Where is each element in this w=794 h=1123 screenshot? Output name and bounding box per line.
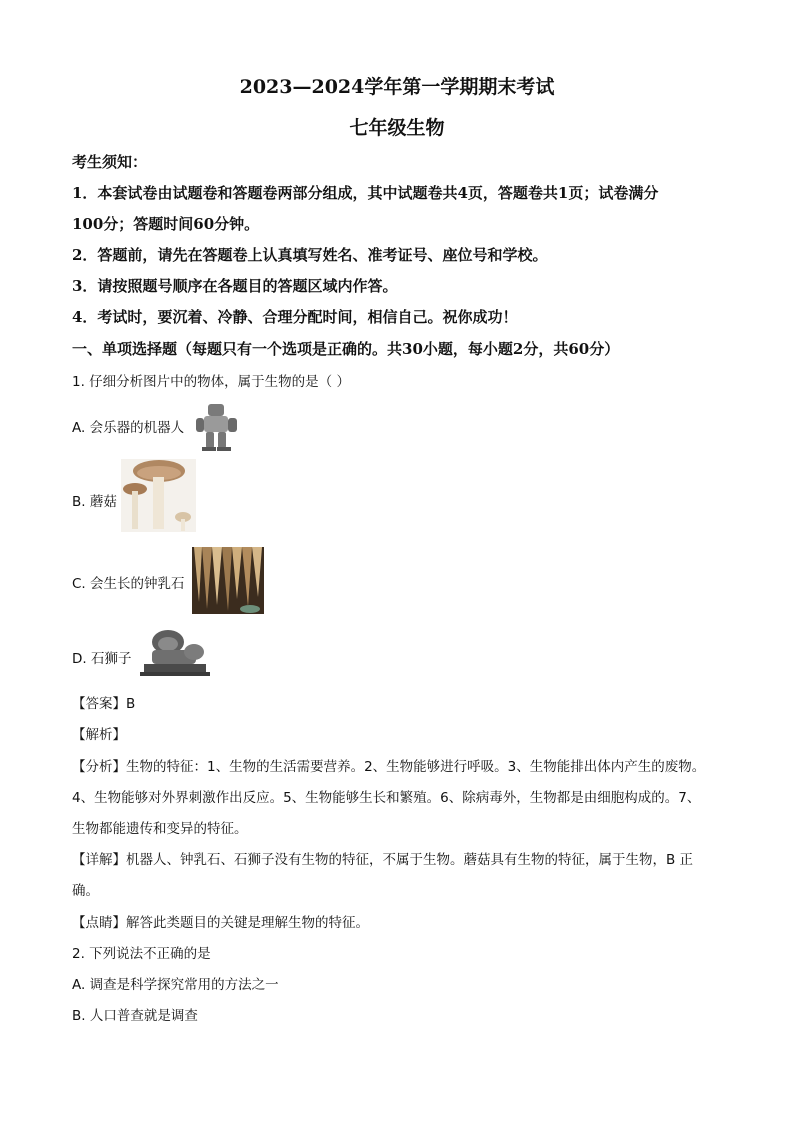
question-1-stem: 1. 仔细分析图片中的物体，属于生物的是（ ） — [72, 374, 350, 390]
xiangjie-text-1: 机器人、钟乳石、石狮子没有生物的特征，不属于生物。蘑菇具有生物的特征，属于生物，B 正 — [126, 852, 694, 868]
option-d[interactable] — [72, 647, 131, 667]
fenxi-tag: 【分析】 — [72, 759, 126, 775]
option-c-label: C. 会生长的钟乳石 — [72, 576, 185, 592]
q2-option-a[interactable]: A. 调查是科学探究常用的方法之一 — [72, 977, 279, 993]
notice-item-1: 1．本套试卷由试题卷和答题卷两部分组成，其中试题卷共4页，答题卷共1页；试卷满分 — [72, 184, 659, 202]
option-a[interactable] — [72, 416, 184, 436]
notice-item-4: 4．考试时，要沉着、冷静、合理分配时间，相信自己。祝你成功！ — [72, 308, 518, 326]
analysis-tag: 【解析】 — [72, 727, 126, 743]
dianjing-tag: 【点睛】 — [72, 915, 126, 931]
answer-line — [72, 692, 732, 712]
q2-option-b[interactable]: B. 人口普查就是调查 — [72, 1008, 198, 1024]
fenxi-text-1: 生物的特征：1、生物的生活需要营养。2、生物能够进行呼吸。3、生物能排出体内产生的废物。 — [126, 759, 706, 775]
notice-item-1-cont: 100分；答题时间60分钟。 — [72, 215, 260, 233]
question-2-stem: 2. 下列说法不正确的是 — [72, 946, 211, 962]
dianjing-line — [72, 911, 732, 931]
answer-tag: 【答案】 — [72, 696, 126, 712]
xiangjie-tag: 【详解】 — [72, 852, 126, 868]
xiangjie-line-1 — [72, 848, 732, 868]
robot-image — [190, 402, 242, 452]
notice-item-3: 3．请按照题号顺序在各题目的答题区域内作答。 — [72, 277, 398, 295]
option-c[interactable] — [72, 572, 185, 592]
option-b[interactable] — [72, 490, 117, 510]
fenxi-line-2: 4、生物能够对外界刺激作出反应。5、生物能够生长和繁殖。6、除病毒外，生物都是由细胞构成的。7、 — [72, 790, 701, 806]
option-b-label: B. 蘑菇 — [72, 494, 117, 510]
fenxi-line-1 — [72, 755, 732, 775]
notice-heading: 考生须知： — [72, 153, 148, 171]
answer-value: B — [126, 696, 136, 712]
xiangjie-line-2: 确。 — [72, 883, 99, 899]
option-d-label: D. 石狮子 — [72, 651, 132, 667]
exam-subtitle: 七年级生物 — [349, 117, 445, 139]
mushroom-image — [121, 459, 196, 532]
notice-item-2: 2．答题前，请先在答题卷上认真填写姓名、准考证号、座位号和学校。 — [72, 246, 548, 264]
fenxi-line-3: 生物都能遗传和变异的特征。 — [72, 821, 248, 837]
exam-title: 2023—2024学年第一学期期末考试 — [239, 76, 555, 98]
section-heading: 一、单项选择题（每题只有一个选项是正确的。共30小题，每小题2分，共60分） — [72, 340, 620, 358]
stalactite-image — [192, 547, 264, 614]
stone-lion-image — [138, 626, 211, 676]
dianjing-text: 解答此类题目的关键是理解生物的特征。 — [126, 915, 369, 931]
option-a-label: A. 会乐器的机器人 — [72, 420, 185, 436]
